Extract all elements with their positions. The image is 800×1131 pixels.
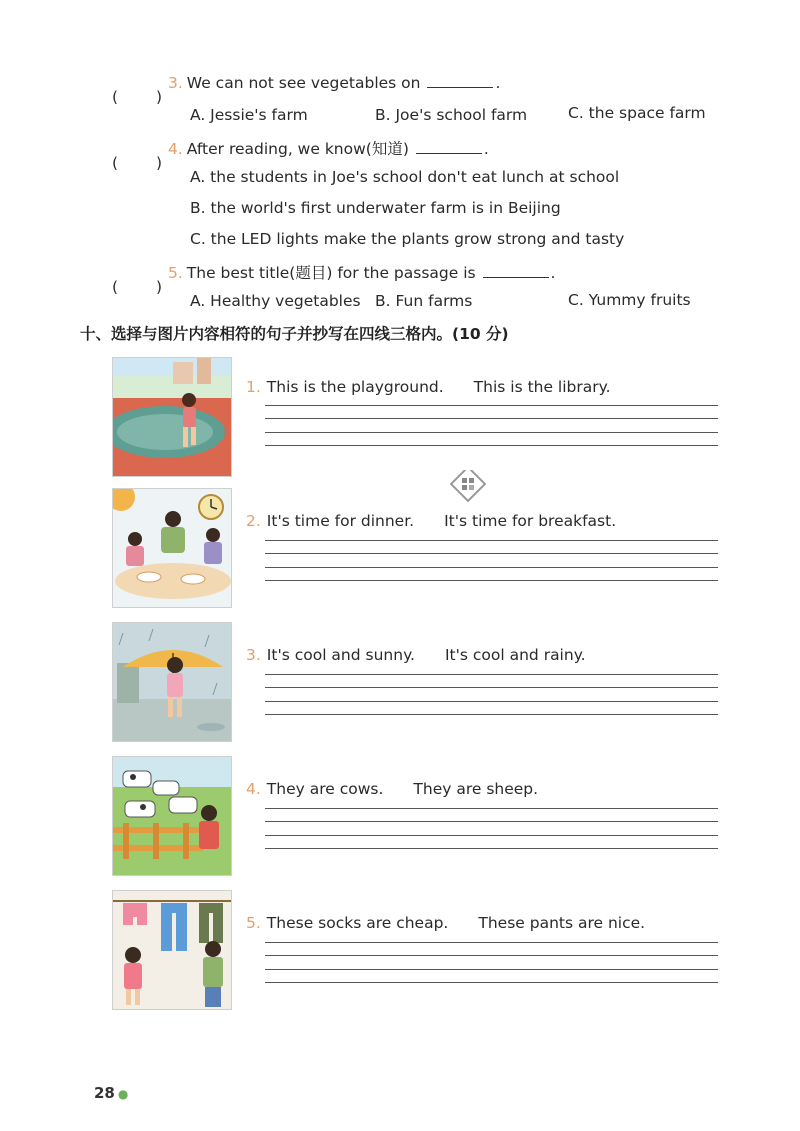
playground-image (112, 357, 232, 477)
qr-watermark-icon (442, 470, 494, 522)
option-a: A. the students in Joe's school don't eat lunch at school (190, 168, 620, 186)
option-b: B. Joe's school farm (375, 106, 528, 124)
sentence-a[interactable]: It's cool and sunny. (266, 646, 415, 664)
picture-item-5: 5. These socks are cheap. These pants are nice. (246, 914, 646, 932)
answer-blank[interactable] (427, 86, 493, 88)
option-c: C. Yummy fruits (568, 291, 691, 309)
option-a: A. Jessie's farm (190, 106, 308, 124)
sentence-b[interactable]: They are sheep. (413, 780, 539, 798)
answer-blank[interactable] (483, 276, 549, 278)
cows-image (112, 756, 232, 876)
writing-lines[interactable] (265, 674, 718, 716)
clothes-shop-image (112, 890, 232, 1010)
option-c: C. the LED lights make the plants grow strong and tasty (190, 230, 625, 248)
question-stem: The best title(题目) for the passage is (186, 264, 476, 282)
option-c: C. the space farm (568, 104, 706, 122)
question-3: ( ) 3. We can not see vegetables on . (112, 74, 501, 106)
question-4: ( ) 4. After reading, we know(知道) . (112, 140, 489, 172)
picture-item-3: 3. It's cool and sunny. It's cool and rainy. (246, 646, 586, 664)
question-stem: We can not see vegetables on (186, 74, 421, 92)
sentence-a[interactable]: This is the playground. (266, 378, 444, 396)
section-title: 十、选择与图片内容相符的句子并抄写在四线三格内。(10 分) (80, 325, 509, 343)
sentence-b[interactable]: This is the library. (473, 378, 611, 396)
option-a: A. Healthy vegetables (190, 292, 361, 310)
question-number: 3. (168, 74, 183, 92)
sentence-a[interactable]: It's time for dinner. (266, 512, 415, 530)
sentence-b[interactable]: It's time for breakfast. (444, 512, 617, 530)
writing-lines[interactable] (265, 808, 718, 850)
question-number: 4. (168, 140, 183, 158)
writing-lines[interactable] (265, 942, 718, 984)
writing-lines[interactable] (265, 540, 718, 582)
picture-item-1: 1. This is the playground. This is the library. (246, 378, 611, 396)
sentence-a[interactable]: They are cows. (266, 780, 384, 798)
question-5: ( ) 5. The best title(题目) for the passage is . (112, 264, 556, 296)
sentence-b[interactable]: These pants are nice. (478, 914, 646, 932)
question-stem: After reading, we know(知道) (186, 140, 409, 158)
breakfast-image (112, 488, 232, 608)
picture-item-4: 4. They are cows. They are sheep. (246, 780, 539, 798)
answer-blank[interactable] (416, 152, 482, 154)
page-number: 28 ● (94, 1084, 129, 1102)
option-b: B. the world's first underwater farm is in Beijing (190, 199, 561, 217)
rainy-image (112, 622, 232, 742)
option-b: B. Fun farms (375, 292, 473, 310)
writing-lines[interactable] (265, 405, 718, 447)
sentence-b[interactable]: It's cool and rainy. (444, 646, 586, 664)
question-number: 5. (168, 264, 183, 282)
sentence-a[interactable]: These socks are cheap. (266, 914, 449, 932)
picture-item-2: 2. It's time for dinner. It's time for breakfast. (246, 512, 617, 530)
